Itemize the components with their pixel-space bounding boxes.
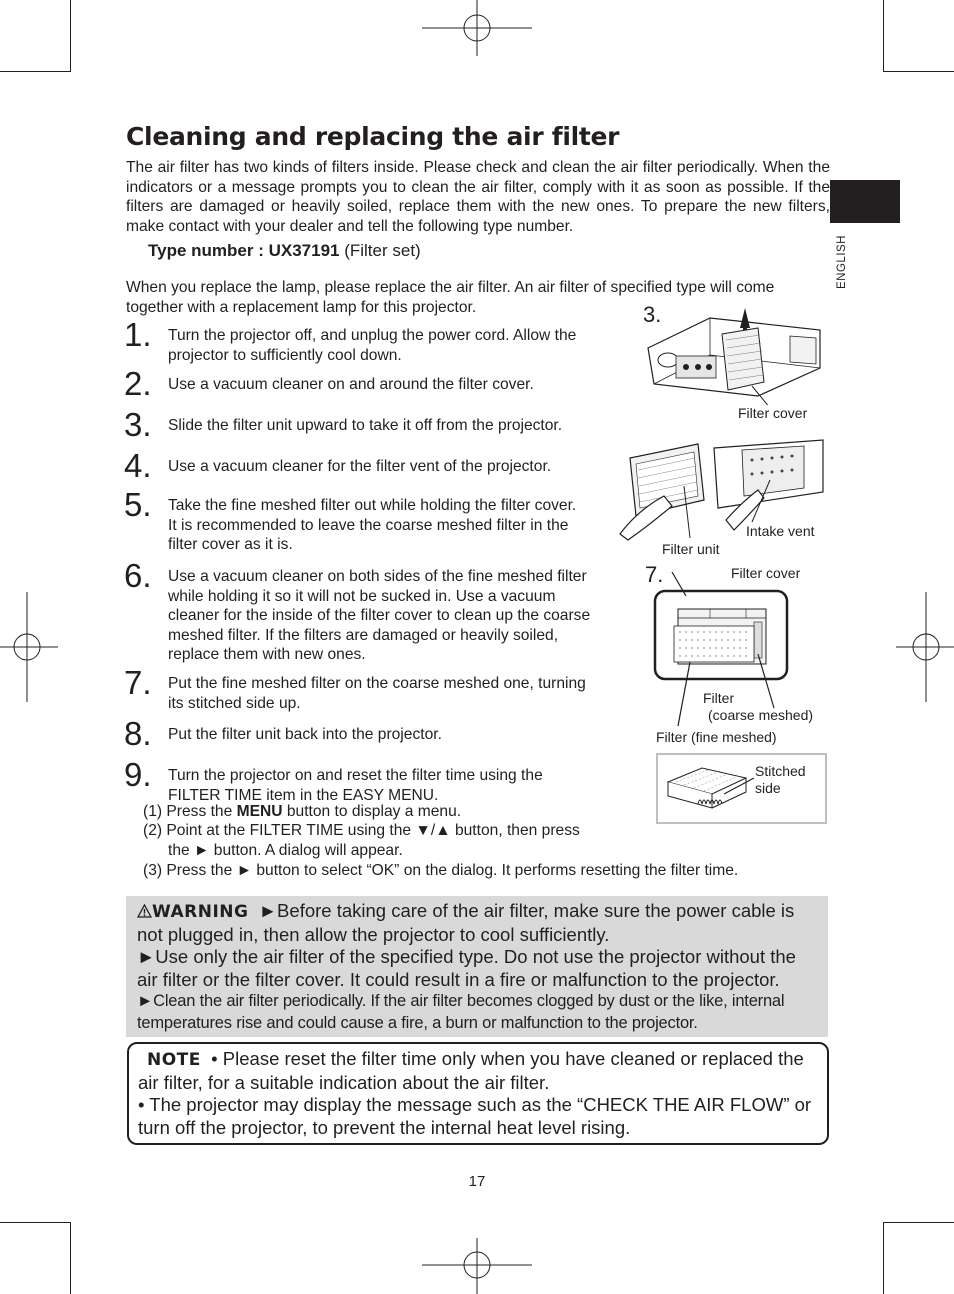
note-heading: NOTE (147, 1050, 201, 1070)
language-tab (830, 180, 900, 223)
filter-caption: Filter (703, 690, 735, 706)
filter-cover-caption: Filter cover (738, 405, 808, 421)
figure-7-label: 7. (645, 562, 664, 587)
filter-layers-illustration (650, 558, 830, 728)
language-label: ENGLISH (836, 235, 848, 289)
fig7-filter-cover-caption: Filter cover (731, 565, 801, 581)
warning-box (126, 896, 828, 1037)
stitched-caption-2: side (755, 780, 781, 796)
fine-meshed-caption: Filter (fine meshed) (656, 729, 777, 745)
crop-mark (0, 71, 70, 72)
crop-mark (883, 0, 884, 72)
filter-unit-caption: Filter unit (662, 541, 720, 557)
type-number: Type number : UX37191 (Filter set) (148, 241, 421, 260)
warning-paragraph-1: WARNING ►Before taking care of the air filter, make sure the power cable is not plugged in, then allow the projector to cool sufficiently. (137, 900, 795, 945)
registration-mark-left (0, 592, 58, 702)
warning-triangle-icon (137, 904, 152, 918)
substep-3: (3) Press the ► button to select “OK” on the dialog. It performs resetting the filter time. (143, 862, 739, 879)
note-box (127, 1042, 829, 1145)
figure-3-label: 3. (643, 302, 662, 327)
crop-mark (883, 1222, 884, 1294)
substep-2-cont: the ► button. A dialog will appear. (168, 842, 403, 859)
note-paragraph-2: • The projector may display the message such as the “CHECK THE AIR FLOW” or turn off the projector, to prevent the internal heat level rising. (138, 1094, 812, 1138)
lamp-note: When you replace the lamp, please replace the air filter. An air filter of specified type will come together with a replacement lamp for this projector. (126, 279, 775, 316)
warning-paragraph-2: ►Use only the air filter of the specified type. Do not use the projector without the air filter or the filter cover. It could result in a fire or malfunction to the projector. (137, 946, 796, 990)
substep-1: (1) Press the MENU button to display a menu. (143, 803, 462, 820)
warning-heading: WARNING (152, 902, 249, 922)
projector-filter-illustration (640, 300, 825, 405)
stitched-caption-1: Stitched (755, 763, 806, 779)
crop-mark (884, 1222, 954, 1223)
intake-vent-caption: Intake vent (746, 523, 815, 539)
registration-mark-right (896, 592, 954, 702)
crop-mark (884, 71, 954, 72)
intro-paragraph: The air filter has two kinds of filters inside. Please check and clean the air filter periodically. When the indicators or a message prompts you to clean the air filter, comply with it as soon as possible. If the filters are damaged or heavily soiled, replace them with the new ones. To prepare the new filters, make contact with your dealer and tell the following type number. (126, 159, 830, 235)
page-title: Cleaning and replacing the air filter (126, 122, 620, 151)
crop-mark (70, 1222, 71, 1294)
crop-mark (0, 1222, 70, 1223)
stitched-filter-illustration (662, 760, 762, 818)
page-number: 17 (468, 1173, 486, 1190)
substep-2: (2) Point at the FILTER TIME using the ▼/▲ button, then press (143, 822, 580, 839)
note-paragraph-1: NOTE • Please reset the filter time only when you have cleaned or replaced the air filter, for a suitable indication about the air filter. (138, 1048, 804, 1093)
warning-paragraph-3: ►Clean the air filter periodically. If the air filter becomes clogged by dust or the like, internal temperatures rise and could cause a fire, a burn or malfunction to the projector. (137, 992, 785, 1032)
crop-mark (70, 0, 71, 72)
coarse-meshed-caption: (coarse meshed) (708, 707, 814, 723)
registration-mark-top (422, 0, 532, 60)
registration-mark-bottom (422, 1238, 532, 1294)
